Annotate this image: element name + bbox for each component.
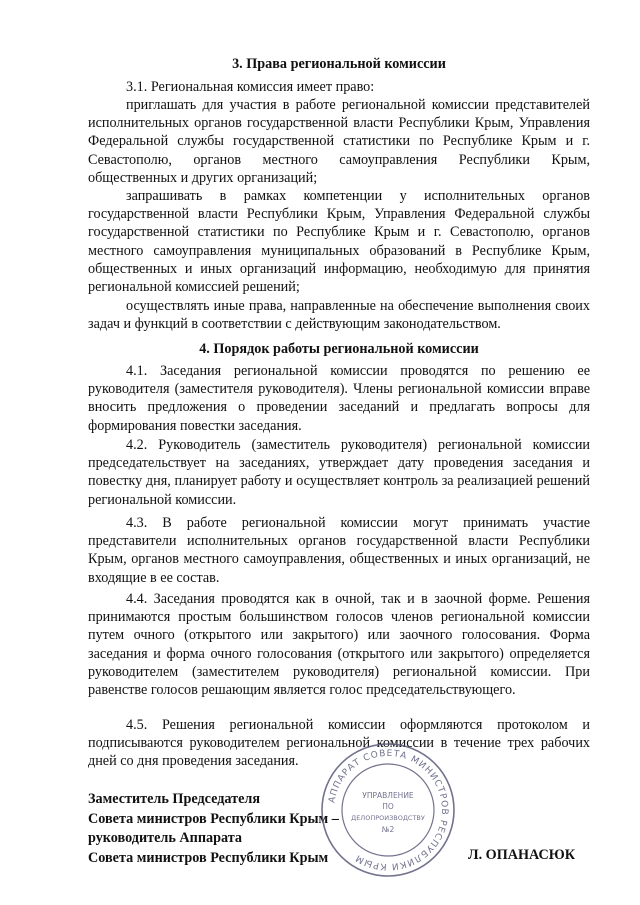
clause-4-1: 4.1. Заседания региональной комиссии проводятся по решению ее руководителя (заместителя руководителя). Члены региональной комиссии вправе вносить предложения о проведении заседаний и предлагать вопросы для формирования повестки заседания.	[88, 363, 590, 434]
paragraph-request: запрашивать в рамках компетенции у исполнительных органов государственной власти Республики Крым, Управления Федеральной службы государственной статистики по Республике Крым и г. Севастополю, органов местного самоуправления муниципальных образований в Республике Крым, общественных и иных организаций информацию, необходимую для принятия региональной комиссией решений;	[88, 188, 590, 296]
clause-4-3: 4.3. В работе региональной комиссии могут принимать участие представители исполнительных органов государственной власти Республики Крым, органов местного самоуправления, общественных и иных организаций, не входящие в ее состав.	[88, 515, 590, 586]
stamp-inner-line-3: ДЕЛОПРОИЗВОДСТВУ	[351, 814, 425, 822]
section-4-heading: 4. Порядок работы региональной комиссии	[199, 341, 479, 357]
section-3-heading: 3. Права региональной комиссии	[232, 56, 446, 72]
paragraph-other-rights: осуществлять иные права, направленные на обеспечение выполнения своих задач и функций в соответствии с действующим законодательством.	[88, 298, 590, 333]
signature-title-line-4: Совета министров Республики Крым	[88, 849, 329, 866]
clause-4-4: 4.4. Заседания проводятся как в очной, так и в заочной форме. Решения принимаются простым большинством голосов членов региональной комиссии путем очного (открытого или закрытого) или заочного голосования. Форма заседания и форма очного голосования (открытого или закрытого) определяется руководителем (заместителем руководителя) региональной комиссии. При равенстве голосов решающим является голос председательствующего.	[88, 591, 590, 699]
signature-title-line-1: Заместитель Председателя	[88, 791, 261, 807]
clause-4-2: 4.2. Руководитель (заместитель руководителя) региональной комиссии председательствует на заседаниях, утверждает дату проведения заседания и повестку дня, планирует работу и осуществляет контроль за реализацией решений региональной комиссии.	[88, 437, 590, 508]
signature-block	[88, 790, 339, 868]
signature-title-line-3: руководитель Аппарата	[88, 830, 242, 846]
stamp-inner-line-2: ПО	[382, 802, 394, 811]
stamp-inner-line-1: УПРАВЛЕНИЕ	[362, 791, 414, 800]
paragraph-invite: приглашать для участия в работе региональной комиссии представителей исполнительных органов государственной власти Республики Крым, Управления Федеральной службы государственной статистики по Республике Крым и г. Севастополю, органов местного самоуправления Республики Крым, общественных и других организаций;	[88, 97, 590, 186]
signature-title-line-2: Совета министров Республики Крым –	[88, 810, 339, 827]
official-stamp-seal	[318, 740, 458, 880]
signatory-name: Л. ОПАНАСЮК	[468, 847, 576, 863]
stamp-ring-text: АППАРАТ СОВЕТА МИНИСТРОВ РЕСПУБЛИКИ КРЫМ	[327, 748, 450, 872]
stamp-inner-line-4: №2	[381, 825, 395, 834]
clause-4-5: 4.5. Решения региональной комиссии оформляются протоколом и подписываются руководителем региональной комиссии в течение трех рабочих дней со дня проведения заседания.	[88, 717, 590, 770]
clause-3-1: 3.1. Региональная комиссия имеет право:	[126, 79, 375, 95]
